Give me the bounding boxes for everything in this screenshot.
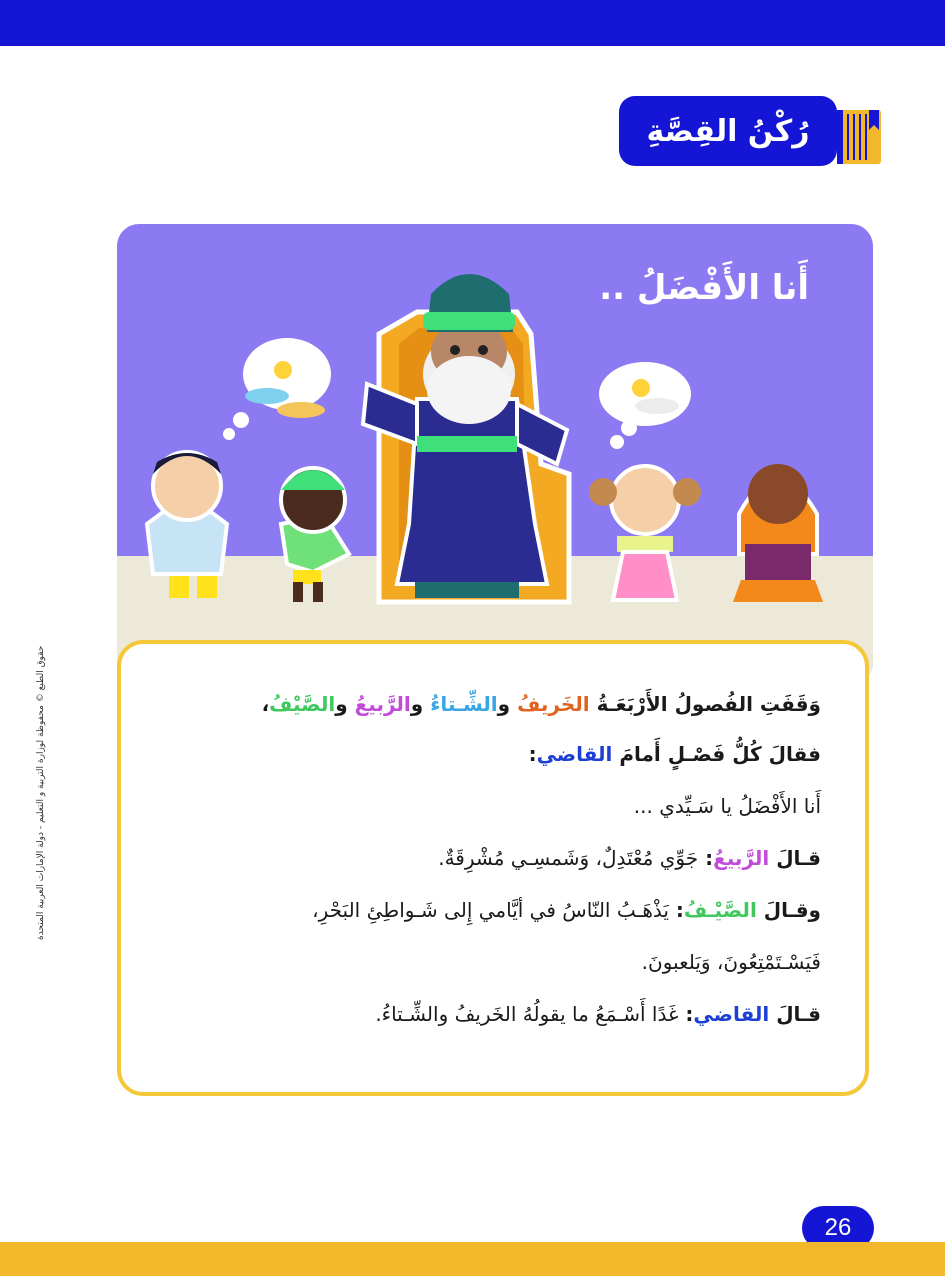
season-winter: الشِّـتاءُ — [430, 692, 498, 716]
story-line-6: فَيَسْـتَمْتِعُونَ، وَيَلعبونَ. — [641, 950, 821, 974]
book-icon — [835, 108, 883, 166]
autumn-child — [733, 464, 823, 602]
section-title: رُكْنُ القِصَّةِ — [619, 96, 837, 166]
story-line-4: قـالَ الرَّبيعُ: جَوِّي مُعْتَدِلٌ، وَشَمسِـي مُشْرِقَةٌ. — [438, 846, 821, 870]
season-summer: الصَّيْفُ — [269, 692, 336, 716]
page-number: 26 — [802, 1206, 874, 1250]
speaker-spring: الرَّبيعُ — [713, 846, 770, 870]
copyright-note: حقوق الطبع © محفوظة لوزارة التربية و التعليم - دولة الإمارات العربية المتحدة — [36, 645, 46, 940]
judge-name: القاضي — [536, 742, 613, 766]
speaker-summer: الصَّيْـفُ — [683, 898, 757, 922]
thought-bubble-left — [223, 338, 331, 440]
story-line-1: وَقَفَتِ الفُصولُ الأَرْبَعَـةُ الخَريفُ والشِّـتاءُ والرَّبيعُ والصَّيْفُ، — [261, 692, 821, 716]
story-illustration — [117, 224, 873, 684]
story-title: أَنا الأَفْضَلُ .. — [599, 268, 809, 308]
season-spring: الرَّبيعُ — [354, 692, 411, 716]
season-autumn: الخَريفُ — [517, 692, 590, 716]
story-line-5: وقـالَ الصَّيْـفُ: يَذْهَـبُ النّاسُ في أيَّامي إِلى شَـواطِئِ البَحْرِ، — [312, 898, 821, 922]
thought-bubble-right — [599, 362, 691, 449]
winter-child — [147, 452, 227, 598]
spring-child — [589, 466, 701, 600]
story-line-7: قـالَ القاضي: غَدًا أَسْـمَعُ ما يقولُهُ الخَريفُ والشِّـتاءُ. — [375, 1002, 821, 1026]
summer-child — [281, 468, 349, 602]
speaker-judge: القاضي — [693, 1002, 770, 1026]
story-text-box — [117, 640, 869, 1096]
story-line-3: أَنا الأَفْضَلُ يا سَـيِّدي ... — [633, 794, 821, 818]
top-bar — [0, 0, 945, 46]
bottom-bar — [0, 1242, 945, 1276]
story-line-2: فقالَ كُلُّ فَصْـلٍ أَمامَ القاضي: — [528, 742, 821, 766]
